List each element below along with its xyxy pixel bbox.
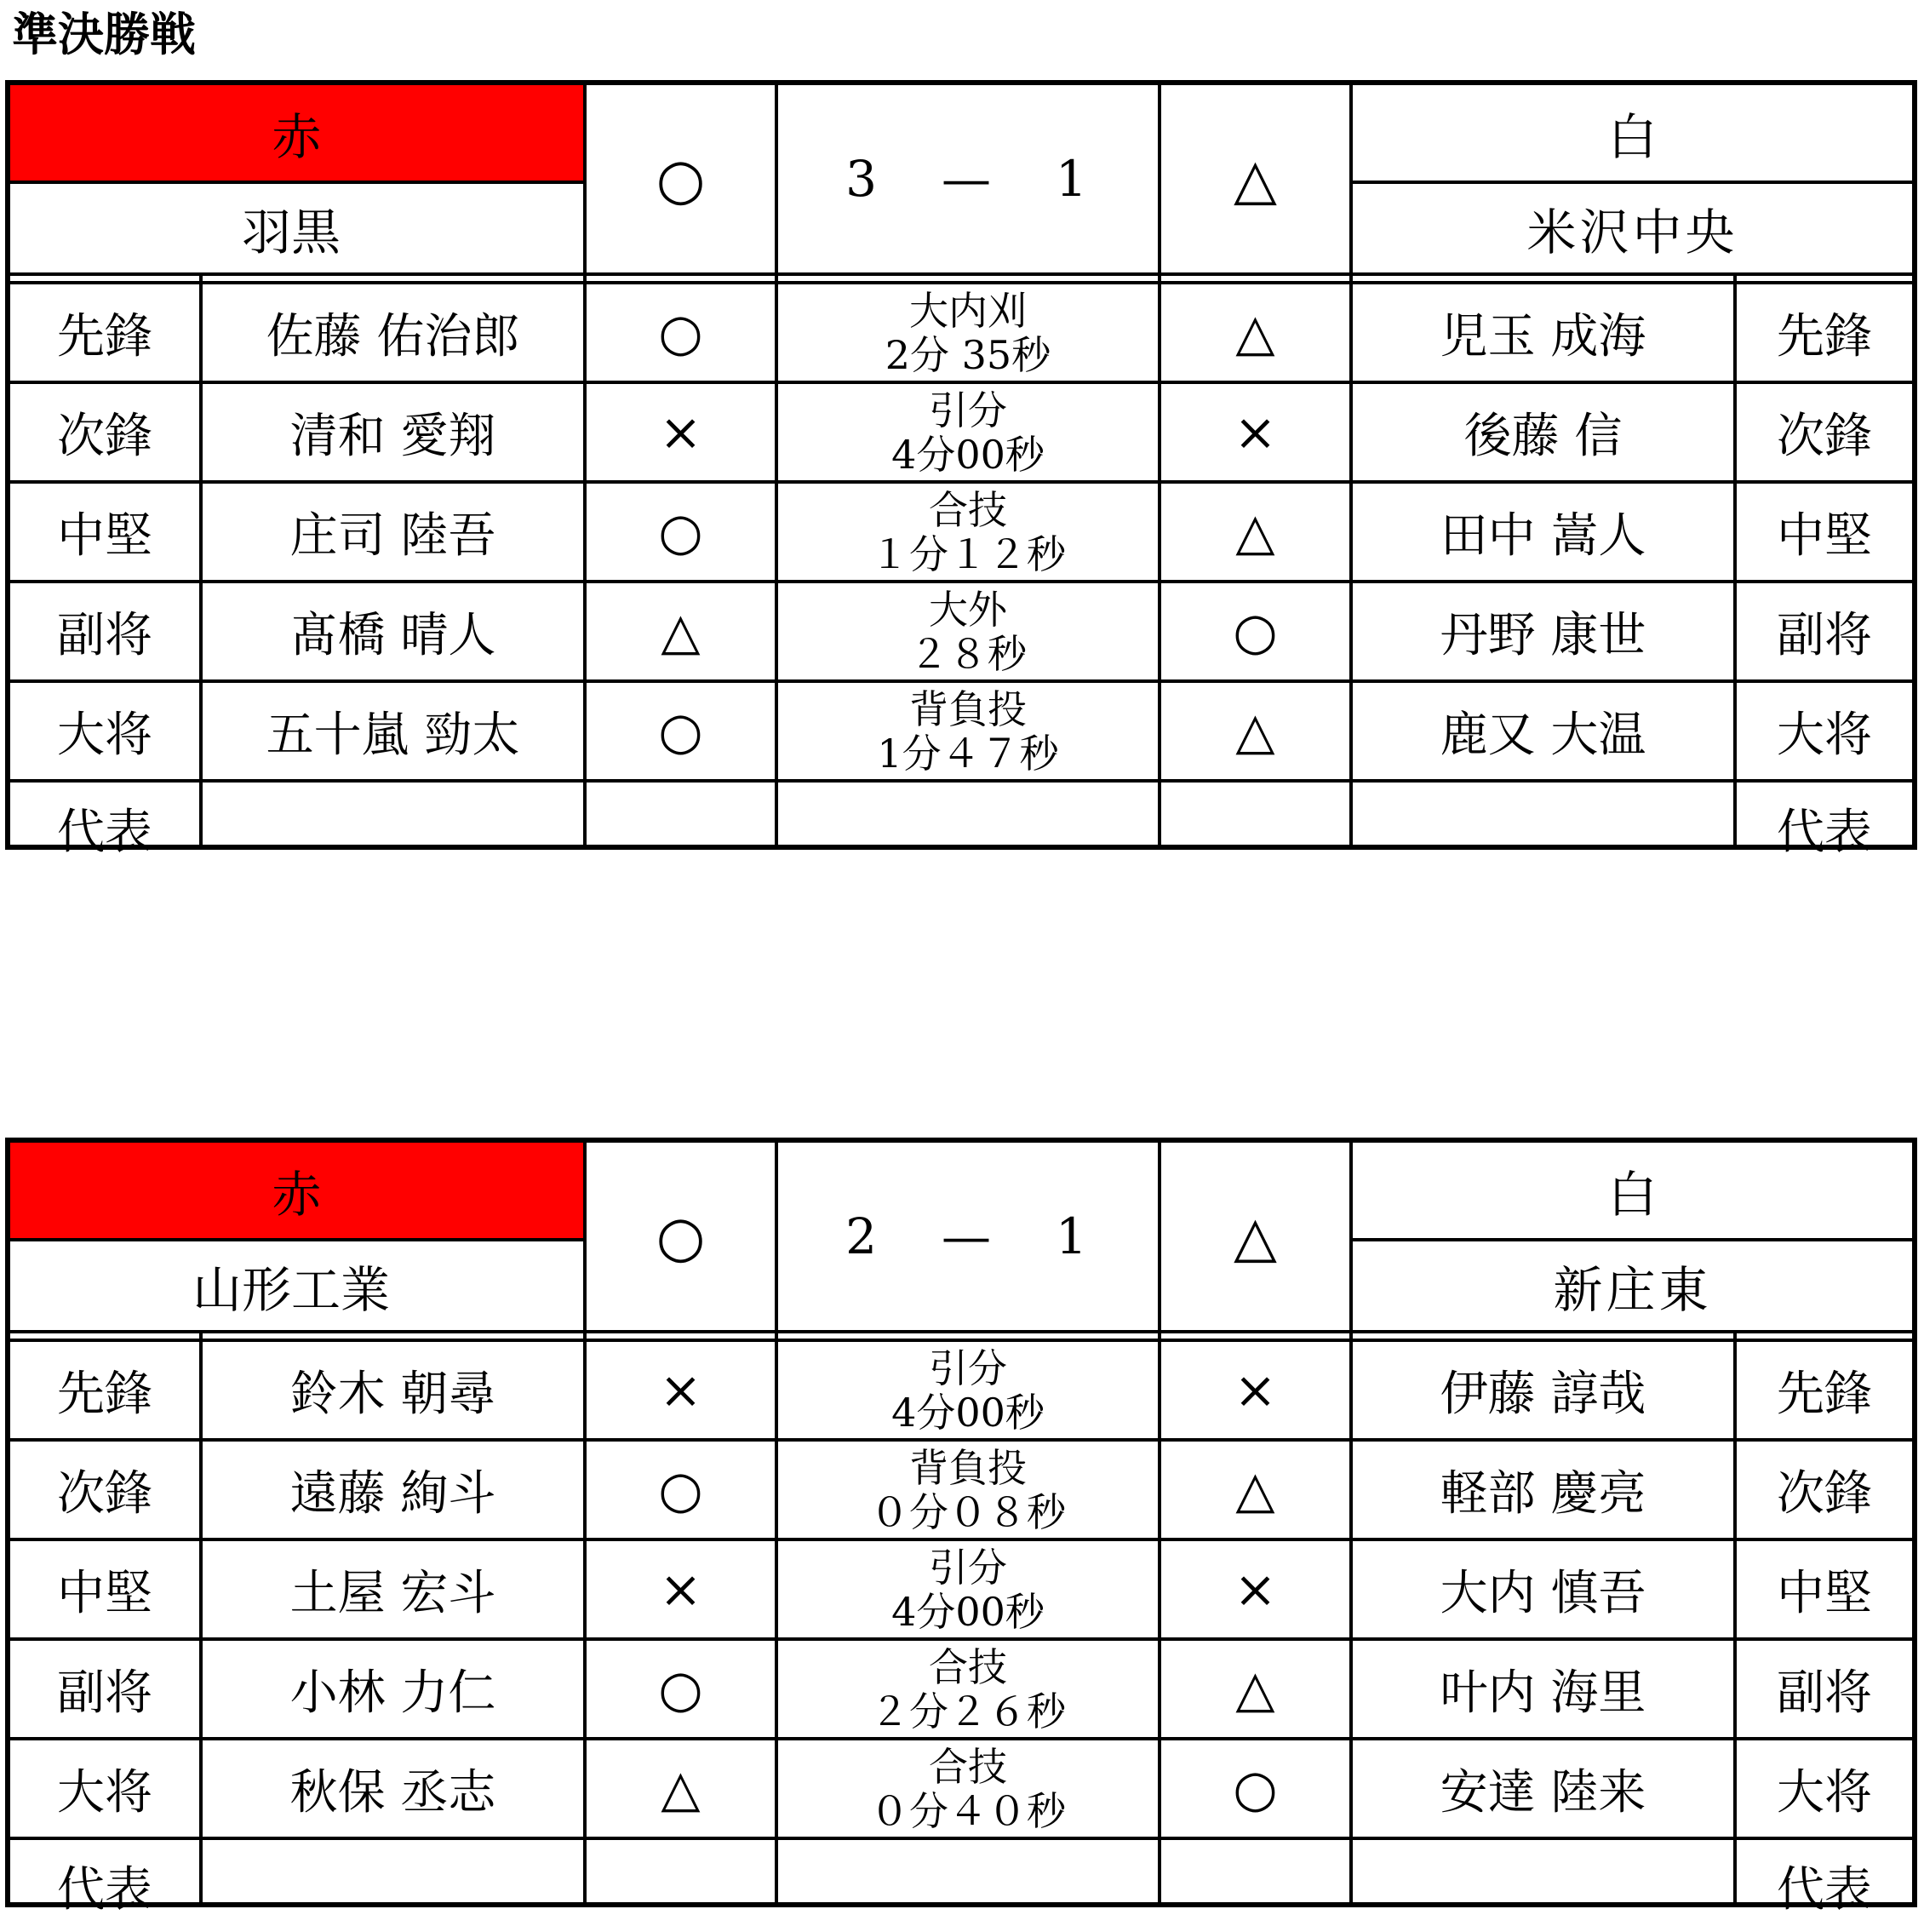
bout-time: 4分00秒	[891, 1588, 1045, 1635]
white-label: 白	[1607, 1166, 1658, 1224]
score-white: 1	[1056, 1207, 1091, 1265]
bout-time: ０分０８秒	[870, 1488, 1066, 1535]
position-right: 先鋒	[1777, 308, 1872, 364]
table-row	[10, 1442, 1912, 1538]
white-bout-result: △	[1235, 502, 1275, 562]
red-bout-result: ×	[659, 1559, 702, 1620]
bout-rows	[5, 272, 1917, 860]
white-team-name: 新庄東	[1553, 1261, 1712, 1319]
bout-method	[778, 783, 1158, 874]
bout-time: 2分 35秒	[885, 331, 1051, 378]
white-bout-result: △	[1235, 1459, 1275, 1520]
red-team-result-mark: ○	[656, 146, 706, 212]
position-left: 代表	[57, 1862, 152, 1918]
bout-rows	[5, 1330, 1917, 1918]
white-player-name: 丹野 康世	[1440, 607, 1646, 663]
red-bout-result: ○	[658, 502, 703, 562]
score-red: 3	[845, 150, 880, 208]
match-header	[5, 1138, 1917, 1330]
red-player-name: 庄司 陸吾	[289, 507, 496, 564]
white-bout-result: △	[1235, 302, 1275, 363]
bout-time: ２８秒	[909, 630, 1027, 677]
bout-method	[778, 683, 1158, 779]
position-left: 中堅	[57, 507, 152, 564]
white-player-name: 安達 陸来	[1440, 1764, 1646, 1820]
white-bout-result: △	[1235, 701, 1275, 761]
position-right: 大将	[1777, 1764, 1872, 1820]
table-row	[10, 284, 1912, 381]
white-player-name	[1353, 783, 1733, 874]
bout-time: ０分４０秒	[870, 1787, 1066, 1834]
bout-time: 1分４７秒	[877, 730, 1059, 777]
bout-time: ２分２６秒	[870, 1688, 1066, 1734]
position-right: 副将	[1777, 607, 1872, 663]
position-left: 大将	[57, 1764, 152, 1820]
score-dash: —	[942, 1207, 994, 1265]
white-player-name: 田中 嵩人	[1440, 507, 1646, 564]
table-row	[10, 484, 1912, 580]
position-right: 中堅	[1777, 1565, 1872, 1621]
table-row	[10, 1342, 1912, 1438]
match-header	[5, 80, 1917, 272]
bout-method	[778, 1840, 1158, 1932]
white-bout-result: △	[1235, 1659, 1275, 1719]
position-right: 先鋒	[1777, 1366, 1872, 1422]
score-dash: —	[942, 150, 994, 208]
red-player-name: 秋保 丞志	[289, 1764, 496, 1820]
red-bout-result: ○	[658, 1659, 703, 1719]
position-left: 代表	[57, 805, 152, 860]
red-bout-result: ○	[658, 1459, 703, 1520]
red-bout-result: △	[661, 1758, 701, 1819]
table-row	[10, 783, 1912, 860]
position-right: 中堅	[1777, 507, 1872, 564]
red-player-name	[203, 783, 583, 874]
bout-time: 4分00秒	[891, 1389, 1045, 1436]
position-left: 副将	[57, 607, 152, 663]
technique: 背負投	[909, 685, 1027, 732]
score-red: 2	[845, 1207, 880, 1265]
white-player-name: 軽部 慶亮	[1440, 1465, 1646, 1522]
white-team-name: 米沢中央	[1526, 204, 1738, 261]
technique: 引分	[929, 387, 1007, 433]
match-table	[5, 1138, 1917, 1918]
position-right: 次鋒	[1777, 1465, 1872, 1522]
white-bout-result	[1161, 783, 1349, 874]
red-bout-result: △	[661, 601, 701, 662]
red-player-name: 佐藤 佑治郎	[266, 308, 520, 364]
technique: 合技	[929, 486, 1007, 533]
technique: 引分	[929, 1544, 1007, 1591]
bout-method	[778, 484, 1158, 580]
technique: 大外	[929, 586, 1007, 633]
position-left: 次鋒	[57, 408, 152, 464]
bout-method	[778, 1342, 1158, 1438]
match-table	[5, 80, 1917, 860]
white-player-name: 伊藤 諄哉	[1440, 1366, 1646, 1422]
red-player-name: 鈴木 朝尋	[289, 1366, 496, 1422]
team-score	[778, 1143, 1158, 1330]
bout-time: 4分00秒	[891, 431, 1045, 478]
red-label: 赤	[272, 1166, 322, 1224]
bout-method	[778, 583, 1158, 679]
table-row	[10, 1840, 1912, 1918]
white-label: 白	[1607, 108, 1658, 166]
white-bout-result: ○	[1233, 601, 1278, 662]
technique: 合技	[929, 1643, 1007, 1690]
red-bout-result: ○	[658, 302, 703, 363]
white-player-name: 児玉 成海	[1440, 308, 1646, 364]
position-right: 大将	[1777, 707, 1872, 763]
position-left: 先鋒	[57, 308, 152, 364]
white-team-result-mark: △	[1234, 146, 1277, 212]
red-player-name: 髙橋 晴人	[289, 607, 496, 663]
table-row	[10, 1541, 1912, 1637]
white-player-name: 大内 慎吾	[1440, 1565, 1646, 1621]
position-right: 代表	[1777, 805, 1872, 860]
white-bout-result: ×	[1234, 1360, 1277, 1420]
table-row	[10, 1740, 1912, 1837]
technique: 合技	[929, 1743, 1007, 1790]
technique: 大内刈	[909, 287, 1027, 334]
white-player-name: 鹿又 大温	[1440, 707, 1646, 763]
red-player-name: 土屋 宏斗	[289, 1565, 496, 1621]
bout-method	[778, 284, 1158, 381]
page-title: 準決勝戦	[12, 8, 196, 61]
table-row	[10, 583, 1912, 679]
red-team-name: 山形工業	[192, 1261, 390, 1319]
red-player-name: 五十嵐 勁太	[266, 707, 520, 763]
bout-time: １分１２秒	[870, 530, 1066, 577]
position-left: 副将	[57, 1665, 152, 1721]
position-left: 大将	[57, 707, 152, 763]
bout-method	[778, 1641, 1158, 1737]
white-bout-result	[1161, 1840, 1349, 1932]
red-player-name: 清和 愛翔	[289, 408, 496, 464]
score-white: 1	[1056, 150, 1091, 208]
position-left: 次鋒	[57, 1465, 152, 1522]
position-left: 先鋒	[57, 1366, 152, 1422]
white-player-name	[1353, 1840, 1733, 1932]
bout-method	[778, 1442, 1158, 1538]
bout-method	[778, 1541, 1158, 1637]
position-right: 次鋒	[1777, 408, 1872, 464]
red-bout-result: ×	[659, 1360, 702, 1420]
white-player-name: 叶内 海里	[1440, 1665, 1646, 1721]
bout-method	[778, 1740, 1158, 1837]
red-player-name	[203, 1840, 583, 1932]
white-bout-result: ○	[1233, 1758, 1278, 1819]
team-score	[778, 85, 1158, 272]
white-bout-result: ×	[1234, 1559, 1277, 1620]
technique: 背負投	[909, 1444, 1027, 1491]
red-bout-result	[587, 783, 775, 874]
table-row	[10, 384, 1912, 480]
position-right: 代表	[1777, 1862, 1872, 1918]
white-team-result-mark: △	[1234, 1203, 1277, 1270]
table-row	[10, 683, 1912, 779]
red-label: 赤	[272, 108, 322, 166]
red-player-name: 小林 力仁	[289, 1665, 496, 1721]
technique: 引分	[929, 1344, 1007, 1391]
red-team-result-mark: ○	[656, 1203, 706, 1270]
table-row	[10, 1641, 1912, 1737]
white-bout-result: ×	[1234, 402, 1277, 462]
red-player-name: 遠藤 絢斗	[289, 1465, 496, 1522]
white-player-name: 後藤 信	[1463, 408, 1623, 464]
bout-method	[778, 384, 1158, 480]
position-left: 中堅	[57, 1565, 152, 1621]
red-team-name: 羽黒	[241, 204, 341, 261]
red-bout-result	[587, 1840, 775, 1932]
red-bout-result: ×	[659, 402, 702, 462]
red-bout-result: ○	[658, 701, 703, 761]
position-right: 副将	[1777, 1665, 1872, 1721]
